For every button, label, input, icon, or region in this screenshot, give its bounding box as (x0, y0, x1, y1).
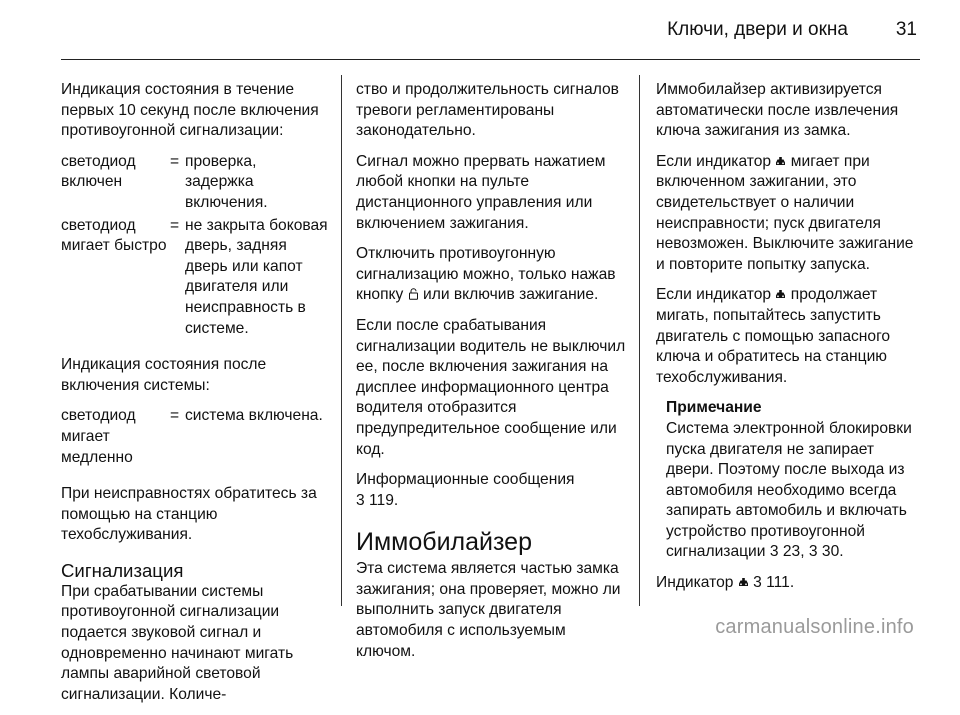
paragraph: Иммобилайзер активизируется автоматически после извлечения ключа зажигания из замка. (656, 81, 899, 140)
note-title: Примечание (666, 399, 762, 417)
car-key-icon (775, 157, 786, 167)
paragraph: ство и продолжительность сигналов тревоги регламентированы законодательно. (356, 81, 619, 140)
table-row (61, 152, 329, 216)
page-title: Ключи, двери и окна (667, 19, 848, 40)
reference-arrow-icon: 3 (769, 543, 779, 561)
text-span: мигает при включенном зажигании, это свидетельствует о наличии неисправности; пуск двигателя невозможен. Выключите зажигание и повторите попытку запуска. (656, 152, 914, 273)
reference-arrow-icon: 3 (808, 543, 818, 561)
equals-sign: = (170, 152, 180, 170)
reference-arrow-icon: 3 (753, 574, 762, 592)
watermark: carmanualsonline.info (715, 616, 914, 638)
table-row (61, 406, 329, 470)
table-term: светодиод мигает медленно (61, 407, 136, 466)
column-1 (61, 80, 329, 715)
column-divider (639, 75, 640, 606)
text-span: Информационные сообщения (356, 471, 575, 489)
reference-arrow-icon: 3 (356, 491, 365, 509)
car-key-icon (775, 290, 786, 300)
text-span: Если индикатор (656, 152, 772, 170)
paragraph (656, 285, 924, 388)
paragraph (356, 244, 628, 306)
column-divider (341, 75, 342, 606)
page-reference-link[interactable]: 30. (821, 543, 844, 561)
paragraph: При срабатывании системы противоугонной сигнализации подается звуковой сигнал и одновременно начинают мигать лампы аварийной световой сигнализации. Количе- (61, 582, 294, 703)
paragraph (656, 152, 924, 276)
table-term: светодиод мигает быстро (61, 216, 167, 255)
status-table-2 (61, 406, 329, 470)
table-row (61, 216, 329, 342)
page-reference-link[interactable]: 23, (782, 543, 805, 561)
header-divider (61, 59, 920, 60)
section-heading-immobilizer: Иммобилайзер (356, 528, 532, 557)
column-3 (656, 80, 924, 604)
paragraph (356, 470, 628, 511)
table-desc: проверка, задержка включения. (185, 152, 268, 211)
table-desc: не закрыта боковая дверь, задняя дверь или капот двигателя или неисправность в системе. (185, 216, 328, 337)
paragraph: Индикация состояния в течение первых 10 секунд после включения противоугонной сигнализации: (61, 81, 319, 140)
text-span: Индикатор (656, 574, 734, 592)
text-span: Если индикатор (656, 286, 772, 304)
table-desc: система включена. (185, 407, 323, 425)
paragraph: При неисправностях обратитесь за помощью на станцию техобслуживания. (61, 485, 317, 544)
table-term: светодиод включен (61, 152, 136, 191)
unlock-icon (408, 288, 419, 300)
note-body (666, 419, 924, 563)
section-heading-alarm: Сигнализация (61, 559, 184, 581)
car-key-icon (738, 578, 749, 588)
paragraph: Сигнал можно прервать нажатием любой кнопки на пульте дистанционного управления или включением зажигания. (356, 152, 606, 232)
paragraph: Если после срабатывания сигнализации водитель не выключил ее, после включения зажигания на дисплее информационного центра водителя отобразится предупредительное сообщение или код. (356, 316, 626, 458)
page-reference-link[interactable]: 119. (369, 491, 399, 509)
text-span: или включив зажигание. (423, 286, 599, 304)
equals-sign: = (170, 407, 180, 425)
status-table-1 (61, 152, 329, 341)
text-span: продолжает мигать, попытайтесь запустить двигатель с помощью запасного ключа и обратитесь на станцию техобслуживания. (656, 286, 891, 386)
equals-sign: = (170, 216, 180, 234)
text-span: Система электронной блокировки пуска двигателя не запирает двери. Поэтому после выхода из автомобиля необходимо всегда запирать автомобиль и включать устройство противоугонной сигнализации (666, 419, 912, 561)
paragraph (656, 573, 924, 594)
column-2 (356, 80, 628, 672)
note-box (656, 398, 924, 563)
page-reference-link[interactable]: 111. (766, 574, 795, 592)
text-span: Отключить противоугонную сигнализацию можно, только нажав кнопку (356, 245, 616, 304)
page-number: 31 (895, 19, 917, 40)
paragraph: Эта система является частью замка зажигания; она проверяет, можно ли выполнить запуск двигателя автомобиля с используемым ключом. (356, 560, 621, 660)
paragraph: Индикация состояния после включения системы: (61, 356, 267, 394)
